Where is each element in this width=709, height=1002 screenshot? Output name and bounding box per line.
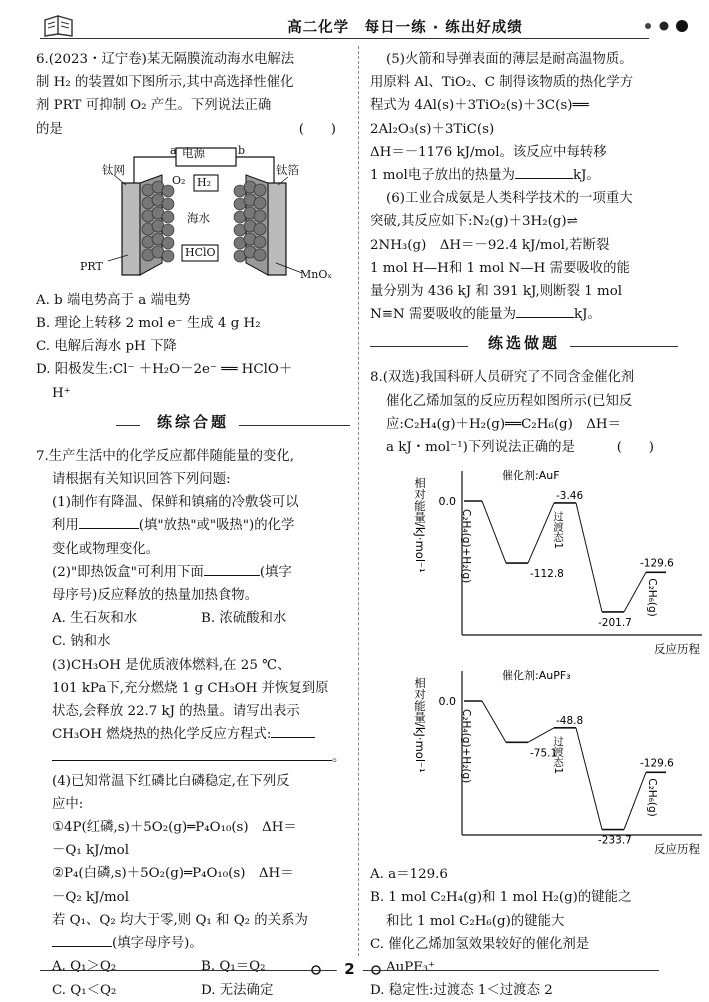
hclo-label: HClO bbox=[185, 245, 216, 259]
data-label: -233.7 bbox=[598, 834, 632, 847]
section-heading-optional bbox=[370, 332, 678, 362]
q7-p5: ΔH＝－1176 kJ/mol。该反应中每转移 bbox=[370, 144, 607, 160]
terminal-b-label: b bbox=[238, 143, 246, 157]
q7-p4: (4)已知常温下红磷比白磷稳定,在下列反 bbox=[52, 773, 290, 789]
seawater-label: 海水 bbox=[187, 210, 210, 225]
q7-p5: 用原料 Al、TiO₂、C 制得该物质的热化学方 bbox=[370, 75, 634, 91]
q7-p2-options: C. 钠和水 bbox=[52, 634, 111, 650]
o2-label: O₂ bbox=[172, 173, 186, 187]
catalyst-label: 催化剂:AuF bbox=[502, 469, 560, 483]
energy-connector bbox=[576, 503, 602, 612]
q7-p6: 2NH₃(g) ΔH＝－92.4 kJ/mol,若断裂 bbox=[370, 237, 610, 253]
answer-blank[interactable] bbox=[79, 515, 139, 529]
question-8 bbox=[370, 366, 700, 1002]
page-footer bbox=[40, 960, 659, 980]
q7-p3: 状态,会释放 22.7 kJ 的热量。请写出表示 bbox=[52, 704, 300, 720]
question-6 bbox=[36, 48, 350, 405]
tick-label: 0.0 bbox=[438, 495, 456, 509]
option-d: D. 阳极发生:Cl⁻ ＋H₂O－2e⁻ ══ HClO＋ bbox=[36, 362, 293, 378]
q8-line: 8.(双选)我国科研人员研究了不同含金催化剂 bbox=[370, 370, 635, 386]
q7-p4: －Q₂ kJ/mol bbox=[52, 889, 130, 905]
q7-p1b: 利用 (填"放热"或"吸热")的化学 bbox=[36, 514, 350, 537]
answer-blank[interactable] bbox=[516, 304, 574, 318]
option-b: B. 1 mol C₂H₄(g)和 1 mol H₂(g)的键能之 bbox=[370, 890, 632, 906]
species-label: C₂H₄(g)+H₂(g) bbox=[460, 509, 472, 584]
option-a: A. a＝129.6 bbox=[370, 867, 448, 883]
data-label: -48.8 bbox=[556, 715, 584, 728]
energy-connector bbox=[624, 573, 646, 613]
y-axis-label: 相对能量/kJ·mol⁻¹ bbox=[413, 677, 427, 773]
energy-diagram-auf bbox=[370, 463, 700, 659]
data-label: -201.7 bbox=[598, 617, 632, 630]
q7-p2: 母序号)反应释放的热量加热食物。 bbox=[52, 588, 259, 604]
header-rule bbox=[40, 38, 649, 39]
option-c: C. 催化乙烯加氢效果较好的催化剂是 bbox=[370, 936, 590, 952]
q7-p4: 应中: bbox=[52, 796, 84, 812]
q7-p6f: N≡N 需要吸收的能量为 kJ。 bbox=[370, 303, 678, 326]
energy-connector bbox=[528, 503, 554, 563]
q8-line: a kJ・mol⁻¹)下列说法正确的是 ( ) bbox=[386, 440, 654, 456]
q7-p4h: (填字母序号)。 bbox=[36, 932, 350, 955]
q7-p3d: CH₃OH 燃烧热的热化学反应方程式: bbox=[36, 723, 350, 746]
species-label: C₂H₄(g)+H₂(g) bbox=[460, 709, 472, 784]
energy-connector bbox=[624, 773, 646, 830]
q7-p6: 突破,其反应如下:N₂(g)＋3H₂(g)⇌ bbox=[370, 214, 578, 230]
mnox-label: MnOₓ bbox=[300, 267, 333, 281]
ts-label: 过渡态1 bbox=[552, 511, 564, 550]
answer-blank[interactable] bbox=[52, 933, 112, 947]
q7-p4-options: C. Q₁＜Q₂ D. 无法确定 bbox=[52, 982, 274, 998]
power-label: 电源 bbox=[182, 145, 205, 160]
q7-p6: (6)工业合成氨是人类科学技术的一项重大 bbox=[386, 191, 633, 207]
h2-label: H₂ bbox=[197, 175, 212, 189]
q7-p4: －Q₁ kJ/mol bbox=[52, 843, 130, 859]
option-b-cont: 和比 1 mol C₂H₆(g)的键能大 bbox=[386, 913, 565, 929]
option-d-cont: H⁺ bbox=[52, 385, 71, 401]
q7-p5: 程式为 4Al(s)＋3TiO₂(s)＋3C(s)══ bbox=[370, 98, 589, 114]
q6-line: 制 H₂ 的装置如下图所示,其中高选择性催化 bbox=[36, 75, 294, 91]
data-label: -129.6 bbox=[640, 557, 674, 570]
electrolysis-figure bbox=[36, 145, 350, 285]
header-dots-icon bbox=[640, 16, 694, 36]
data-label: -129.6 bbox=[640, 757, 674, 770]
data-label: -3.46 bbox=[556, 490, 584, 503]
footer-dot-icon bbox=[370, 964, 382, 976]
answer-paren: ( ) bbox=[298, 121, 336, 137]
ts-label: 过渡态1 bbox=[552, 736, 564, 775]
section-heading-comprehensive bbox=[36, 411, 350, 441]
answer-blank[interactable] bbox=[52, 747, 332, 761]
ti-foil-label: 钛箔 bbox=[276, 162, 299, 177]
book-icon bbox=[42, 14, 76, 38]
right-column bbox=[370, 48, 700, 1002]
q7-p2a: (2)"即热饭盒"可利用下面 (填字 bbox=[36, 561, 350, 584]
y-axis-label: 相对能量/kJ·mol⁻¹ bbox=[413, 477, 427, 573]
q6-line: 的是 bbox=[36, 121, 63, 137]
option-c: C. 电解后海水 pH 下降 bbox=[36, 339, 177, 355]
page-number: 2 bbox=[336, 960, 362, 978]
answer-blank[interactable] bbox=[204, 562, 260, 576]
q7-p4-options: A. Q₁＞Q₂ B. Q₁＝Q₂ bbox=[52, 959, 266, 975]
q6-line: 6.(2023・辽宁卷)某无隔膜流动海水电解法 bbox=[36, 52, 295, 67]
energy-connector bbox=[528, 728, 554, 742]
q7-p5: (5)火箭和导弹表面的薄层是耐高温物质。 bbox=[386, 52, 633, 67]
q6-line: 剂 PRT 可抑制 O₂ 产生。下列说法正确 bbox=[36, 98, 272, 114]
q7-p3e: 。 bbox=[36, 746, 350, 769]
q7-p5: 2Al₂O₃(s)＋3TiC(s) bbox=[370, 121, 495, 137]
q8-line: 催化乙烯加氢的反应历程如图所示(已知反 bbox=[386, 393, 633, 409]
section-title: 练选做题 bbox=[478, 332, 570, 355]
energy-connector bbox=[482, 701, 506, 742]
species-label: C₂H₆(g) bbox=[646, 578, 658, 618]
option-b: B. 理论上转移 2 mol e⁻ 生成 4 g H₂ bbox=[36, 316, 261, 332]
q7-line: 7.生产生活中的化学反应都伴随能量的变化, bbox=[36, 448, 295, 464]
tick-label: 0.0 bbox=[438, 695, 456, 709]
answer-blank[interactable] bbox=[271, 724, 315, 738]
q8-line: 应:C₂H₄(g)＋H₂(g)══C₂H₆(g) ΔH＝ bbox=[386, 416, 621, 432]
ti-mesh-label: 钛网 bbox=[102, 162, 125, 177]
option-c-cont: AuPF₃⁺ bbox=[386, 960, 436, 976]
q7-p5f: 1 mol电子放出的热量为 kJ。 bbox=[370, 164, 678, 187]
data-label: -112.8 bbox=[530, 568, 564, 581]
q7-line: 请根据有关知识回答下列问题: bbox=[52, 472, 231, 488]
species-label: C₂H₆(g) bbox=[646, 778, 658, 818]
energy-diagram-aupf3 bbox=[370, 663, 700, 859]
footer-dot-icon bbox=[310, 964, 322, 976]
q7-p1: (1)制作有降温、保鲜和镇痛的冷敷袋可以 bbox=[52, 495, 299, 511]
x-axis-label: 反应历程 bbox=[654, 642, 700, 657]
data-label: -75.1 bbox=[530, 747, 558, 760]
x-axis-label: 反应历程 bbox=[654, 842, 700, 857]
option-d: D. 稳定性:过渡态 1＜过渡态 2 bbox=[370, 983, 553, 999]
catalyst-label: 催化剂:AuPF₃ bbox=[502, 669, 571, 683]
q7-p6: 量分别为 436 kJ 和 391 kJ,则断裂 1 mol bbox=[370, 284, 623, 300]
option-a: A. b 端电势高于 a 端电势 bbox=[36, 292, 191, 308]
energy-connector bbox=[482, 501, 506, 563]
page-header bbox=[0, 0, 709, 40]
q7-p4: 若 Q₁、Q₂ 均大于零,则 Q₁ 和 Q₂ 的关系为 bbox=[52, 912, 308, 928]
terminal-a-label: a bbox=[170, 143, 177, 157]
q7-p2-options: A. 生石灰和水 B. 浓硫酸和水 bbox=[52, 611, 287, 627]
q7-p3: (3)CH₃OH 是优质液体燃料,在 25 ℃、 bbox=[52, 657, 291, 673]
energy-connector bbox=[576, 728, 602, 830]
answer-blank[interactable] bbox=[515, 165, 573, 179]
q7-p6: 1 mol H—H和 1 mol N—H 需要吸收的能 bbox=[370, 260, 630, 276]
column-divider bbox=[358, 46, 359, 956]
prt-label: PRT bbox=[80, 259, 103, 273]
q7-p1: 变化或物理变化。 bbox=[52, 541, 160, 557]
section-title: 练综合题 bbox=[147, 411, 239, 434]
question-7 bbox=[36, 445, 350, 1002]
left-column bbox=[36, 48, 350, 1002]
q7-p4: ②P₄(白磷,s)＋5O₂(g)═P₄O₁₀(s) ΔH＝ bbox=[52, 866, 294, 882]
q7-p3: 101 kPa下,充分燃烧 1 g CH₃OH 并恢复到原 bbox=[52, 680, 329, 696]
header-title: 高二化学 每日一练 · 练出好成绩 bbox=[287, 20, 523, 36]
q7-p4: ①4P(红磷,s)＋5O₂(g)═P₄O₁₀(s) ΔH＝ bbox=[52, 820, 297, 836]
